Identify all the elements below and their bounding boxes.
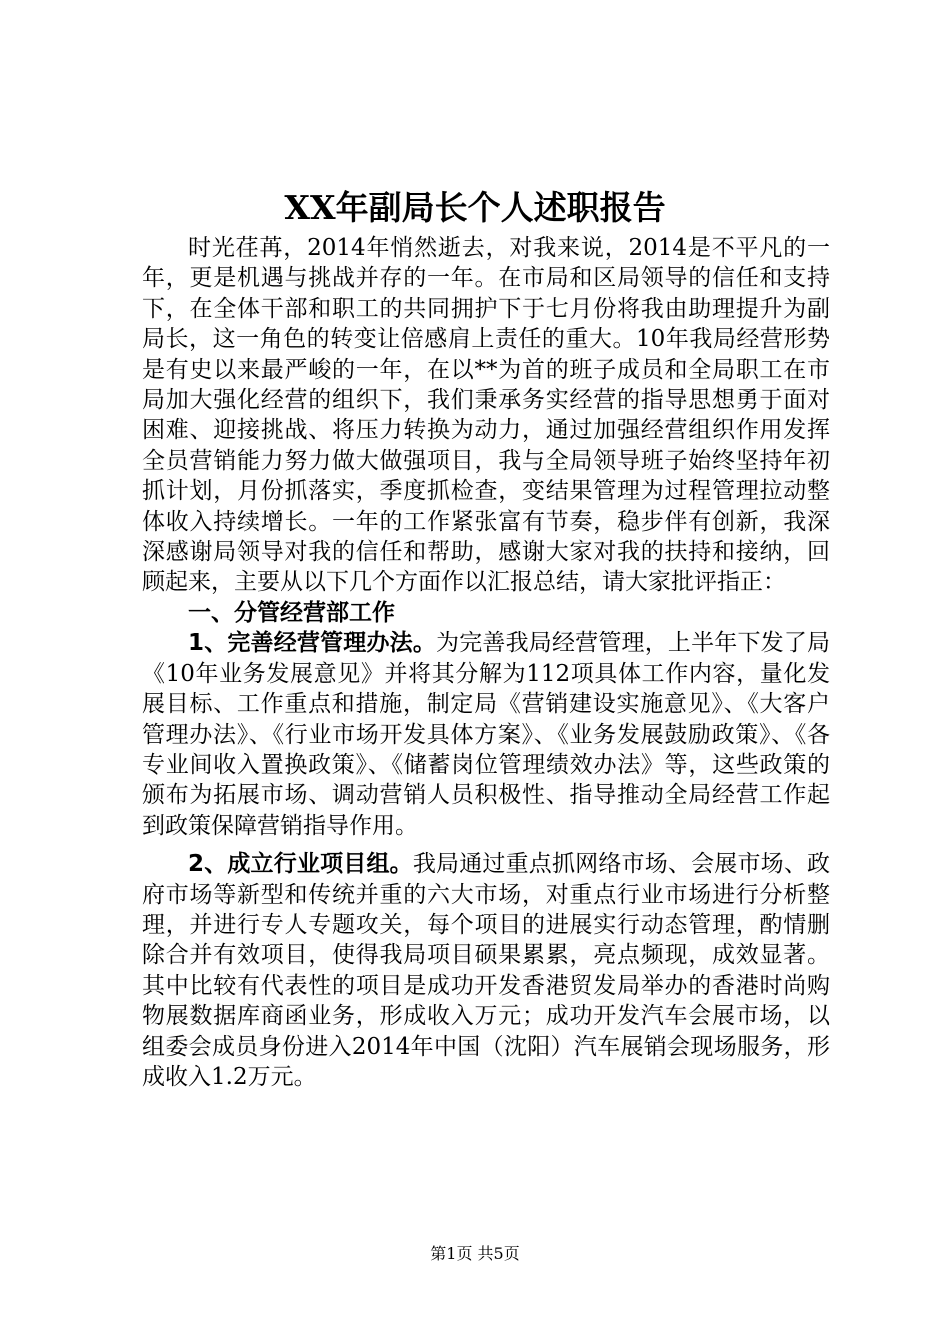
item-1-text: 为完善我局经营管理，上半年下发了局《10年业务发展意见》并将其分解为112项具体工作内容，量化发展目标、工作重点和措施，制定局《营销建设实施意见》、《大客户管理办法》、《行业市场开发具体方案》、《业务发展鼓励政策》、《各专业间收入置换政策》、《储蓄岗位管理绩效办法》等，这些政策的颁布为拓展市场、调动营销人员积极性、指导推动全局经营工作起到政策保障营销指导作用。 <box>142 630 831 839</box>
item-1-lead: 1、完善经营管理办法。 <box>188 630 437 657</box>
item-2-text: 我局通过重点抓网络市场、会展市场、政府市场等新型和传统并重的六大市场，对重点行业市场进行分析整理，并进行专人专题攻关，每个项目的进展实行动态管理，酌情删除合并有效项目，使得我局项目硕果累累，亮点频现，成效显著。其中比较有代表性的项目是成功开发香港贸发局举办的香港时尚购物展数据库商函业务，形成收入万元；成功开发汽车会展市场，以组委会成员身份进入2014年中国（沈阳）汽车展销会现场服务，形成收入1.2万元。 <box>142 851 830 1090</box>
document-title: XX年副局长个人述职报告 <box>284 188 666 227</box>
item-paragraph-1 <box>142 628 830 841</box>
item-paragraph-2 <box>142 849 830 1092</box>
paragraph-gap <box>142 841 830 849</box>
page-footer: 第1页 共5页 <box>430 1244 520 1263</box>
intro-paragraph: 时光荏苒，2014年悄然逝去，对我来说，2014是不平凡的一年，更是机遇与挑战并存的一年。在市局和区局领导的信任和支持下，在全体干部和职工的共同拥护下于七月份将我由助理提升为副局长，这一角色的转变让倍感肩上责任的重大。10年我局经营形势是有史以来最严峻的一年，在以**为首的班子成员和全局职工在市局加大强化经营的组织下，我们秉承务实经营的指导思想勇于面对困难、迎接挑战、将压力转换为动力，通过加强经营组织作用发挥全员营销能力努力做大做强项目，我与全局领导班子始终坚持年初抓计划，月份抓落实，季度抓检查，变结果管理为过程管理拉动整体收入持续增长。一年的工作紧张富有节奏，稳步伴有创新，我深深感谢局领导对我的信任和帮助，感谢大家对我的扶持和接纳，回顾起来，主要从以下几个方面作以汇报总结，请大家批评指正： <box>142 235 830 596</box>
section-heading: 一、分管经营部工作 <box>188 599 395 626</box>
document-body <box>142 233 830 1092</box>
item-2-lead: 2、成立行业项目组。 <box>188 851 413 878</box>
